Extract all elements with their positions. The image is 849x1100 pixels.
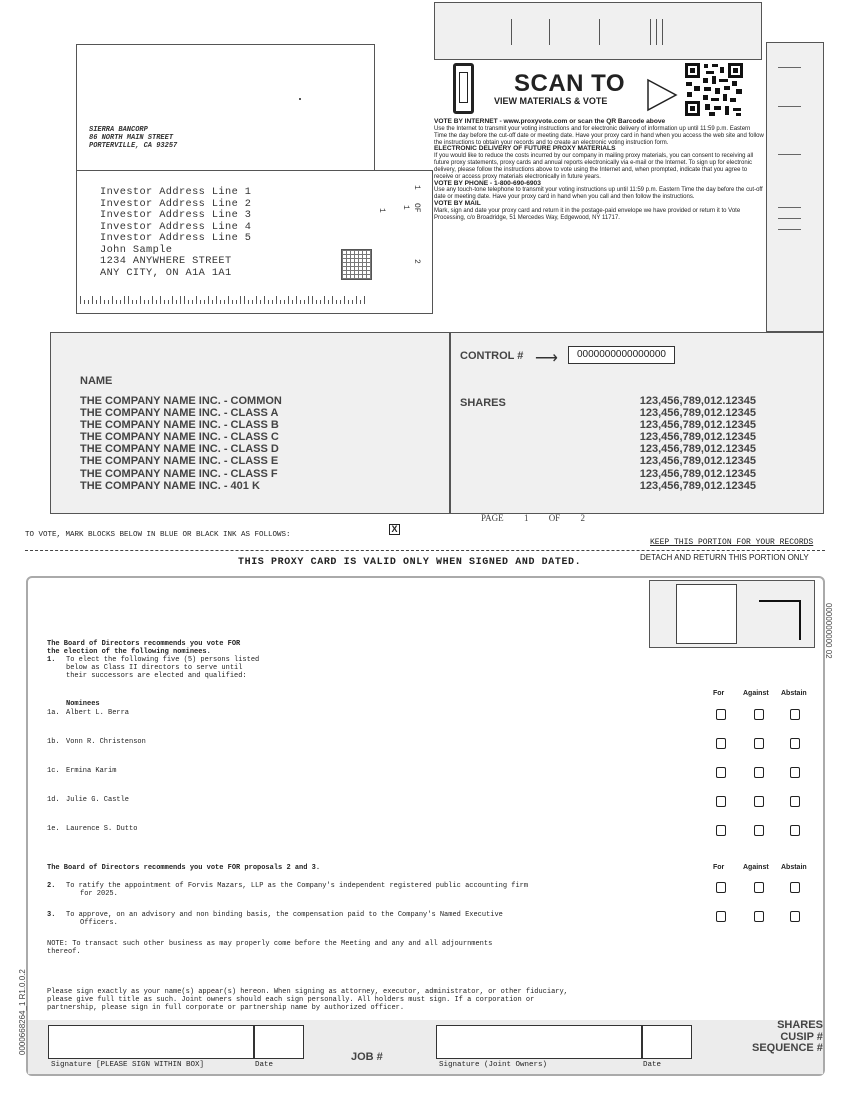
investor-address-line: 1234 ANYWHERE STREET [100,255,232,267]
scanline-window [676,584,737,644]
instruction-heading: VOTE BY MAIL [434,200,481,208]
barcode-bar [352,300,353,304]
dot-mark [299,98,301,100]
date-box[interactable] [254,1025,304,1059]
nominee-name: Laurence S. Dutto [66,825,138,833]
barcode-bar [168,300,169,304]
sign-instructions: please give full title as such. Joint owners should each sign personally. All holders must sign. If a corporation or [47,996,535,1004]
joint-signature-box[interactable] [436,1025,642,1059]
vote-for-checkbox[interactable] [716,796,726,807]
keep-portion-label: KEEP THIS PORTION FOR YOUR RECORDS [650,538,814,547]
page-mark: 1 [401,205,410,210]
page-mark: 1 [412,185,421,190]
share-values [604,395,756,492]
date-label: Date [255,1061,274,1069]
instruction-body: Use any touch-tone telephone to transmit your voting instructions up until 11:59 p.m. Eastern Time the day before the cut-off date or meeting date. Have your proxy card in hand when you call and then follow the instructions. [434,187,763,201]
barcode-bar [236,300,237,304]
barcode-bar [248,300,249,304]
control-label: CONTROL # [460,350,524,362]
barcode-bar [216,296,217,304]
company-line: THE COMPANY NAME INC. - CLASS D [80,443,279,456]
share-value: 123,456,789,012.12345 [639,479,756,492]
nominee-id: 1c. [47,767,60,775]
barcode-bar [148,300,149,304]
side-dash [778,154,801,155]
barcode-bar [144,300,145,304]
vote-for-checkbox[interactable] [716,709,726,720]
detach-line [25,550,825,551]
barcode-bar [204,300,205,304]
nominee-name: Julie G. Castle [66,796,130,804]
signature-box[interactable] [48,1025,254,1059]
share-value: 123,456,789,012.12345 [639,455,756,468]
proposal-number: 2. [47,882,56,890]
postal-barcode [80,296,366,304]
page-of: OF [548,513,561,523]
shares-meta: SHARES [777,1019,823,1031]
barcode-bar [92,296,93,304]
corner-mark [759,600,801,640]
barcode-bar [304,300,305,304]
company-line: THE COMPANY NAME INC. - 401 K [80,479,260,492]
barcode-bar [156,300,157,304]
page-mark: OF [412,203,421,213]
against-header: Against [743,690,769,697]
company-line: THE COMPANY NAME INC. - CLASS B [80,419,279,432]
barcode-bar [252,300,253,304]
barcode-bar [348,300,349,304]
page-mark: 1 [377,208,386,213]
barcode-bar [116,300,117,304]
note-text: thereof. [47,948,81,956]
barcode-bar [220,300,221,304]
barcode-bar [188,300,189,304]
barcode-bar [132,300,133,304]
barcode-bar [260,300,261,304]
proposal-text: Officers. [80,919,118,927]
investor-address-line: ANY CITY, ON A1A 1A1 [100,266,232,279]
joint-date-box[interactable] [642,1025,692,1059]
vote-abstain-checkbox[interactable] [790,767,800,778]
vote-against-checkbox[interactable] [754,911,764,922]
side-dash [778,207,801,208]
barcode-bar [360,300,361,304]
barcode-bar [296,296,297,304]
share-value: 123,456,789,012.12345 [639,431,756,444]
share-value: 123,456,789,012.12345 [639,407,756,420]
barcode-bar [300,300,301,304]
voting-instructions [434,119,765,222]
barcode-bar [356,296,357,304]
side-dash [778,229,801,230]
barcode-bar [184,296,185,304]
job-label: JOB # [351,1051,383,1063]
side-panel [766,42,824,332]
barcode-bar [268,300,269,304]
page-label: PAGE [481,513,504,523]
barcode-bar [100,296,101,304]
vote-against-checkbox[interactable] [754,767,764,778]
company-line: THE COMPANY NAME INC. - CLASS A [80,407,279,420]
nominee-id: 1d. [47,796,60,804]
vote-abstain-checkbox[interactable] [790,911,800,922]
barcode-box [434,2,762,60]
barcode-bar [136,300,137,304]
return-address-line: 86 NORTH MAIN STREET [89,134,174,142]
share-value: 123,456,789,012.12345 [639,467,756,480]
vote-for-checkbox[interactable] [716,767,726,778]
joint-signature-label: Signature (Joint Owners) [439,1061,548,1069]
control-number: 0000000000000000 [568,346,675,364]
job-meta [752,1020,823,1055]
barcode-bar [272,300,273,304]
phone-icon [453,63,474,114]
page-mark: 2 [412,259,421,264]
return-address-line: PORTERVILLE, CA 93257 [89,142,178,150]
vote-abstain-checkbox[interactable] [790,825,800,836]
barcode-bar [288,296,289,304]
proposal-text: To elect the following five (5) persons listed [66,656,260,664]
arrow-right-icon: ⟶ [535,350,558,367]
detach-label: DETACH AND RETURN THIS PORTION ONLY [640,553,809,562]
qr-code-icon[interactable] [684,62,744,117]
barcode-bar [120,300,121,304]
vote-abstain-checkbox[interactable] [790,796,800,807]
barcode-bar [172,296,173,304]
vote-instruction: TO VOTE, MARK BLOCKS BELOW IN BLUE OR BLACK INK AS FOLLOWS: [25,531,291,539]
proposal-text: To ratify the appointment of Forvis Mazars, LLP as the Company's independent registered public accounting firm [66,882,529,890]
share-value: 123,456,789,012.12345 [639,419,756,432]
shares-label: SHARES [460,397,506,409]
barcode-bar [276,296,277,304]
barcode-bar [308,296,309,304]
share-value: 123,456,789,012.12345 [639,443,756,456]
barcode-bar [228,296,229,304]
barcode-bar [128,296,129,304]
cusip-meta: CUSIP # [780,1030,823,1043]
barcode-bar [140,296,141,304]
for-header: For [713,864,725,871]
nominee-id: 1e. [47,825,60,833]
barcode-bar [88,300,89,304]
investor-address [100,187,251,279]
barcode-bar [212,300,213,304]
vote-abstain-checkbox[interactable] [790,709,800,720]
vote-abstain-checkbox[interactable] [790,738,800,749]
instruction-heading: VOTE BY INTERNET - www.proxyvote.com or scan the QR Barcode above [434,118,666,125]
investor-address-line: Investor Address Line 3 [100,209,252,221]
instruction-body: If you would like to reduce the costs incurred by our company in mailing proxy materials, you can consent to receiving all future proxy statements, proxy cards and annual reports electronically via e-mail or the Internet. To sign up for electronic delivery, please follow the instructions above to vote using the Internet and, when prompted, indicate that you agree to receive or access proxy materials electronically in future years. [434,153,754,180]
play-arrow-icon [646,78,678,112]
form-code: 0000668264_1 R1.0.0.2 [18,969,27,1055]
barcode-bar [108,300,109,304]
vote-against-checkbox[interactable] [754,882,764,893]
vote-against-checkbox[interactable] [754,709,764,720]
side-dash [778,106,801,107]
valid-notice: THIS PROXY CARD IS VALID ONLY WHEN SIGNED AND DATED. [238,557,582,568]
joint-date-label: Date [643,1061,662,1069]
barcode-bar [200,300,201,304]
investor-address-line: Investor Address Line 2 [100,197,252,210]
barcode-bar [316,300,317,304]
company-list [80,395,282,492]
barcode-bar [160,296,161,304]
barcode-bar [332,296,333,304]
page-total: 2 [580,513,585,523]
company-line: THE COMPANY NAME INC. - COMMON [80,395,282,407]
barcode-bar [292,300,293,304]
page-number: 1 [523,513,529,523]
investor-address-line: Investor Address Line 1 [100,186,252,198]
barcode-bar [244,296,245,304]
barcode-bar [224,300,225,304]
company-line: THE COMPANY NAME INC. - CLASS F [80,467,278,480]
signature-label: Signature [PLEASE SIGN WITHIN BOX] [51,1061,205,1069]
barcode-bar [196,296,197,304]
grid-mark [341,249,372,280]
instruction-heading: ELECTRONIC DELIVERY OF FUTURE PROXY MATERIALS [434,145,616,153]
proposal-number: 1. [47,656,56,664]
barcode-bar [84,300,85,304]
share-value: 123,456,789,012.12345 [639,395,756,407]
nominee-id: 1b. [47,738,60,746]
proposal-text: below as Class II directors to serve until [66,664,243,672]
name-label: NAME [80,375,113,387]
vote-against-checkbox[interactable] [754,825,764,836]
side-dash [778,67,801,68]
barcode-bar [264,296,265,304]
barcode-bar [180,296,181,304]
board-recommendation: The Board of Directors recommends you vote FOR proposals 2 and 3. [47,864,321,872]
vote-for-checkbox[interactable] [716,911,726,922]
barcode-bar [96,300,97,304]
nominee-name: Ermina Karim [66,767,117,775]
return-address [89,126,177,150]
barcode-bar [340,300,341,304]
return-address-line: SIERRA BANCORP [89,126,148,134]
nominees-label: Nominees [66,700,100,708]
instruction-body: Mark, sign and date your proxy card and return it in the postage-paid envelope we have provided or return it to Vote Processing, c/o Broadridge, 51 Mercedes Way, Edgewood, NY 11717. [434,207,741,221]
against-header: Against [743,864,769,871]
x-mark-example: X [389,524,400,535]
barcode-bar [208,296,209,304]
proposal-number: 3. [47,911,56,919]
vote-against-checkbox[interactable] [754,796,764,807]
barcode-bar [80,296,81,304]
barcode-bar [284,300,285,304]
barcode-bar [240,296,241,304]
barcode-bar [324,296,325,304]
barcode-bar [152,296,153,304]
barcode-bar [328,300,329,304]
sign-instructions: Please sign exactly as your name(s) appear(s) hereon. When signing as attorney, executor, administrator, or other fiduciary, [47,988,568,996]
scan-title: SCAN TO [514,70,626,97]
barcode-bar [104,300,105,304]
vote-against-checkbox[interactable] [754,738,764,749]
abstain-header: Abstain [781,864,807,871]
investor-address-line: Investor Address Line 5 [100,232,252,244]
barcode-bar [164,300,165,304]
barcode-bar [320,300,321,304]
note-text: NOTE: To transact such other business as may properly come before the Meeting and any and all adjournments [47,940,493,948]
for-header: For [713,690,725,697]
side-serial: 0000000000 02 [824,603,833,659]
vote-for-checkbox[interactable] [716,825,726,836]
barcode-bar [344,296,345,304]
barcode-bar [176,300,177,304]
sign-instructions: partnership, please sign in full corporate or partnership name by authorized officer. [47,1004,405,1012]
proposal-text: their successors are elected and qualified: [66,672,247,680]
barcode-bar [336,300,337,304]
barcode-bar [192,300,193,304]
board-recommendation: The Board of Directors recommends you vote FOR [47,640,241,648]
sequence-meta: SEQUENCE # [752,1042,823,1054]
proposal-text: for 2025. [80,890,118,898]
side-dash [778,218,801,219]
nominee-id: 1a. [47,709,60,717]
board-recommendation: the election of the following nominees. [47,648,211,656]
scan-subtitle: VIEW MATERIALS & VOTE [494,96,608,106]
vote-for-checkbox[interactable] [716,738,726,749]
abstain-header: Abstain [781,690,807,697]
barcode-bar [256,296,257,304]
company-line: THE COMPANY NAME INC. - CLASS E [80,455,279,468]
page-indicator [481,513,603,523]
barcode-bar [112,296,113,304]
nominee-name: Albert L. Berra [66,709,130,717]
instruction-heading: VOTE BY PHONE - 1-800-690-6903 [434,179,541,187]
instruction-body: Use the Internet to transmit your voting instructions and for electronic delivery of information up until 11:59 p.m. Eastern Time the day before the cut-off date or meeting date. Have your proxy card in hand when you access the web site and follow the instructions to obtain your records and to create an electronic voting instruction form. [434,125,764,146]
company-line: THE COMPANY NAME INC. - CLASS C [80,431,279,444]
nominee-name: Vonn R. Christenson [66,738,146,746]
barcode-bar [364,296,365,304]
vote-abstain-checkbox[interactable] [790,882,800,893]
proposal-text: To approve, on an advisory and non binding basis, the compensation paid to the Company's Named Executive [66,911,503,919]
barcode-bar [124,296,125,304]
barcode-bar [232,300,233,304]
vote-for-checkbox[interactable] [716,882,726,893]
investor-address-line: Investor Address Line 4 [100,220,252,233]
barcode-bar [280,300,281,304]
barcode-bar [312,296,313,304]
investor-address-line: John Sample [100,243,173,256]
